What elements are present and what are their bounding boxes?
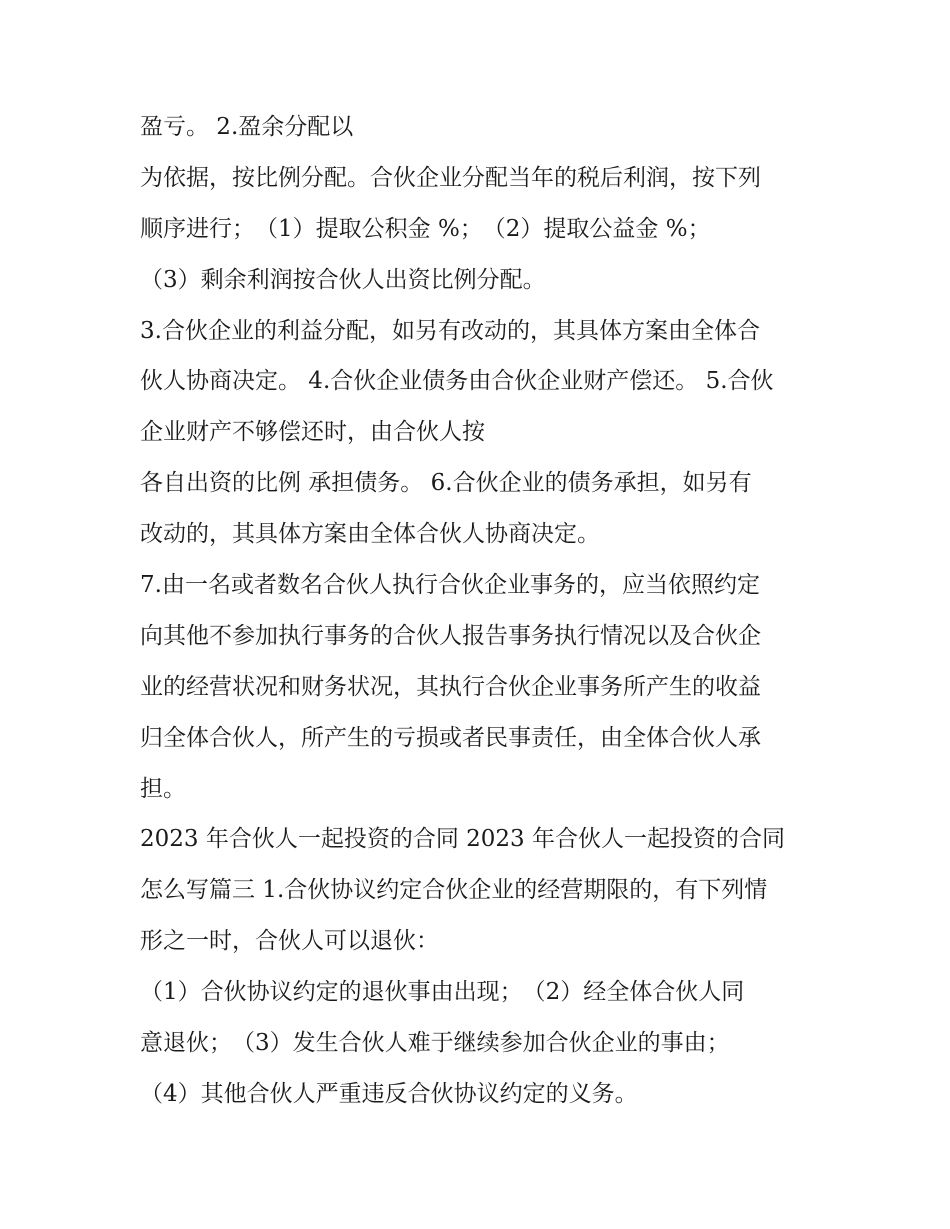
- text-line: 7.由一名或者数名合伙人执行合伙企业事务的，应当依照约定: [140, 572, 760, 599]
- text-line: （3）剩余利润按合伙人出资比例分配。: [140, 266, 546, 293]
- text-line: 归全体合伙人，所产生的亏损或者民事责任，由全体合伙人承: [140, 724, 761, 751]
- text-line: 3.合伙企业的利益分配，如另有改动的，其具体方案由全体合: [140, 317, 760, 344]
- text-line: （4）其他合伙人严重违反合伙协议约定的义务。: [140, 1080, 638, 1107]
- text-line: 改动的，其具体方案由全体合伙人协商决定。: [140, 521, 600, 548]
- text-line: 担。: [140, 775, 186, 802]
- text-line: 各自出资的比例 承担债务。 6.合伙企业的债务承担，如另有: [140, 470, 752, 497]
- text-line: 盈亏。 2.盈余分配以: [140, 114, 354, 140]
- text-line: 形之一时，合伙人可以退伙：: [140, 928, 439, 955]
- text-line: 业的经营状况和财务状况，其执行合伙企业事务所产生的收益: [140, 673, 761, 700]
- text-line: 向其他不参加执行事务的合伙人报告事务执行情况以及合伙企: [140, 622, 761, 649]
- text-line: 怎么写篇三 1.合伙协议约定合伙企业的经营期限的，有下列情: [140, 877, 768, 904]
- text-line: 顺序进行； （1）提取公积金 %； （2）提取公益金 %；: [140, 215, 711, 242]
- text-line: 伙人协商决定。 4.合伙企业债务由合伙企业财产偿还。 5.合伙: [140, 368, 774, 395]
- text-line: （1）合伙协议约定的退伙事由出现； （2）经全体合伙人同: [140, 979, 745, 1006]
- text-line: 2023 年合伙人一起投资的合同 2023 年合伙人一起投资的合同: [140, 826, 785, 853]
- text-line: 为依据，按比例分配。合伙企业分配当年的税后利润，按下列: [140, 164, 761, 191]
- text-line: 企业财产不够偿还时，由合伙人按: [140, 419, 485, 446]
- text-line: 意退伙； （3）发生合伙人难于继续参加合伙企业的事由；: [140, 1030, 730, 1057]
- body-text: [140, 102, 820, 1120]
